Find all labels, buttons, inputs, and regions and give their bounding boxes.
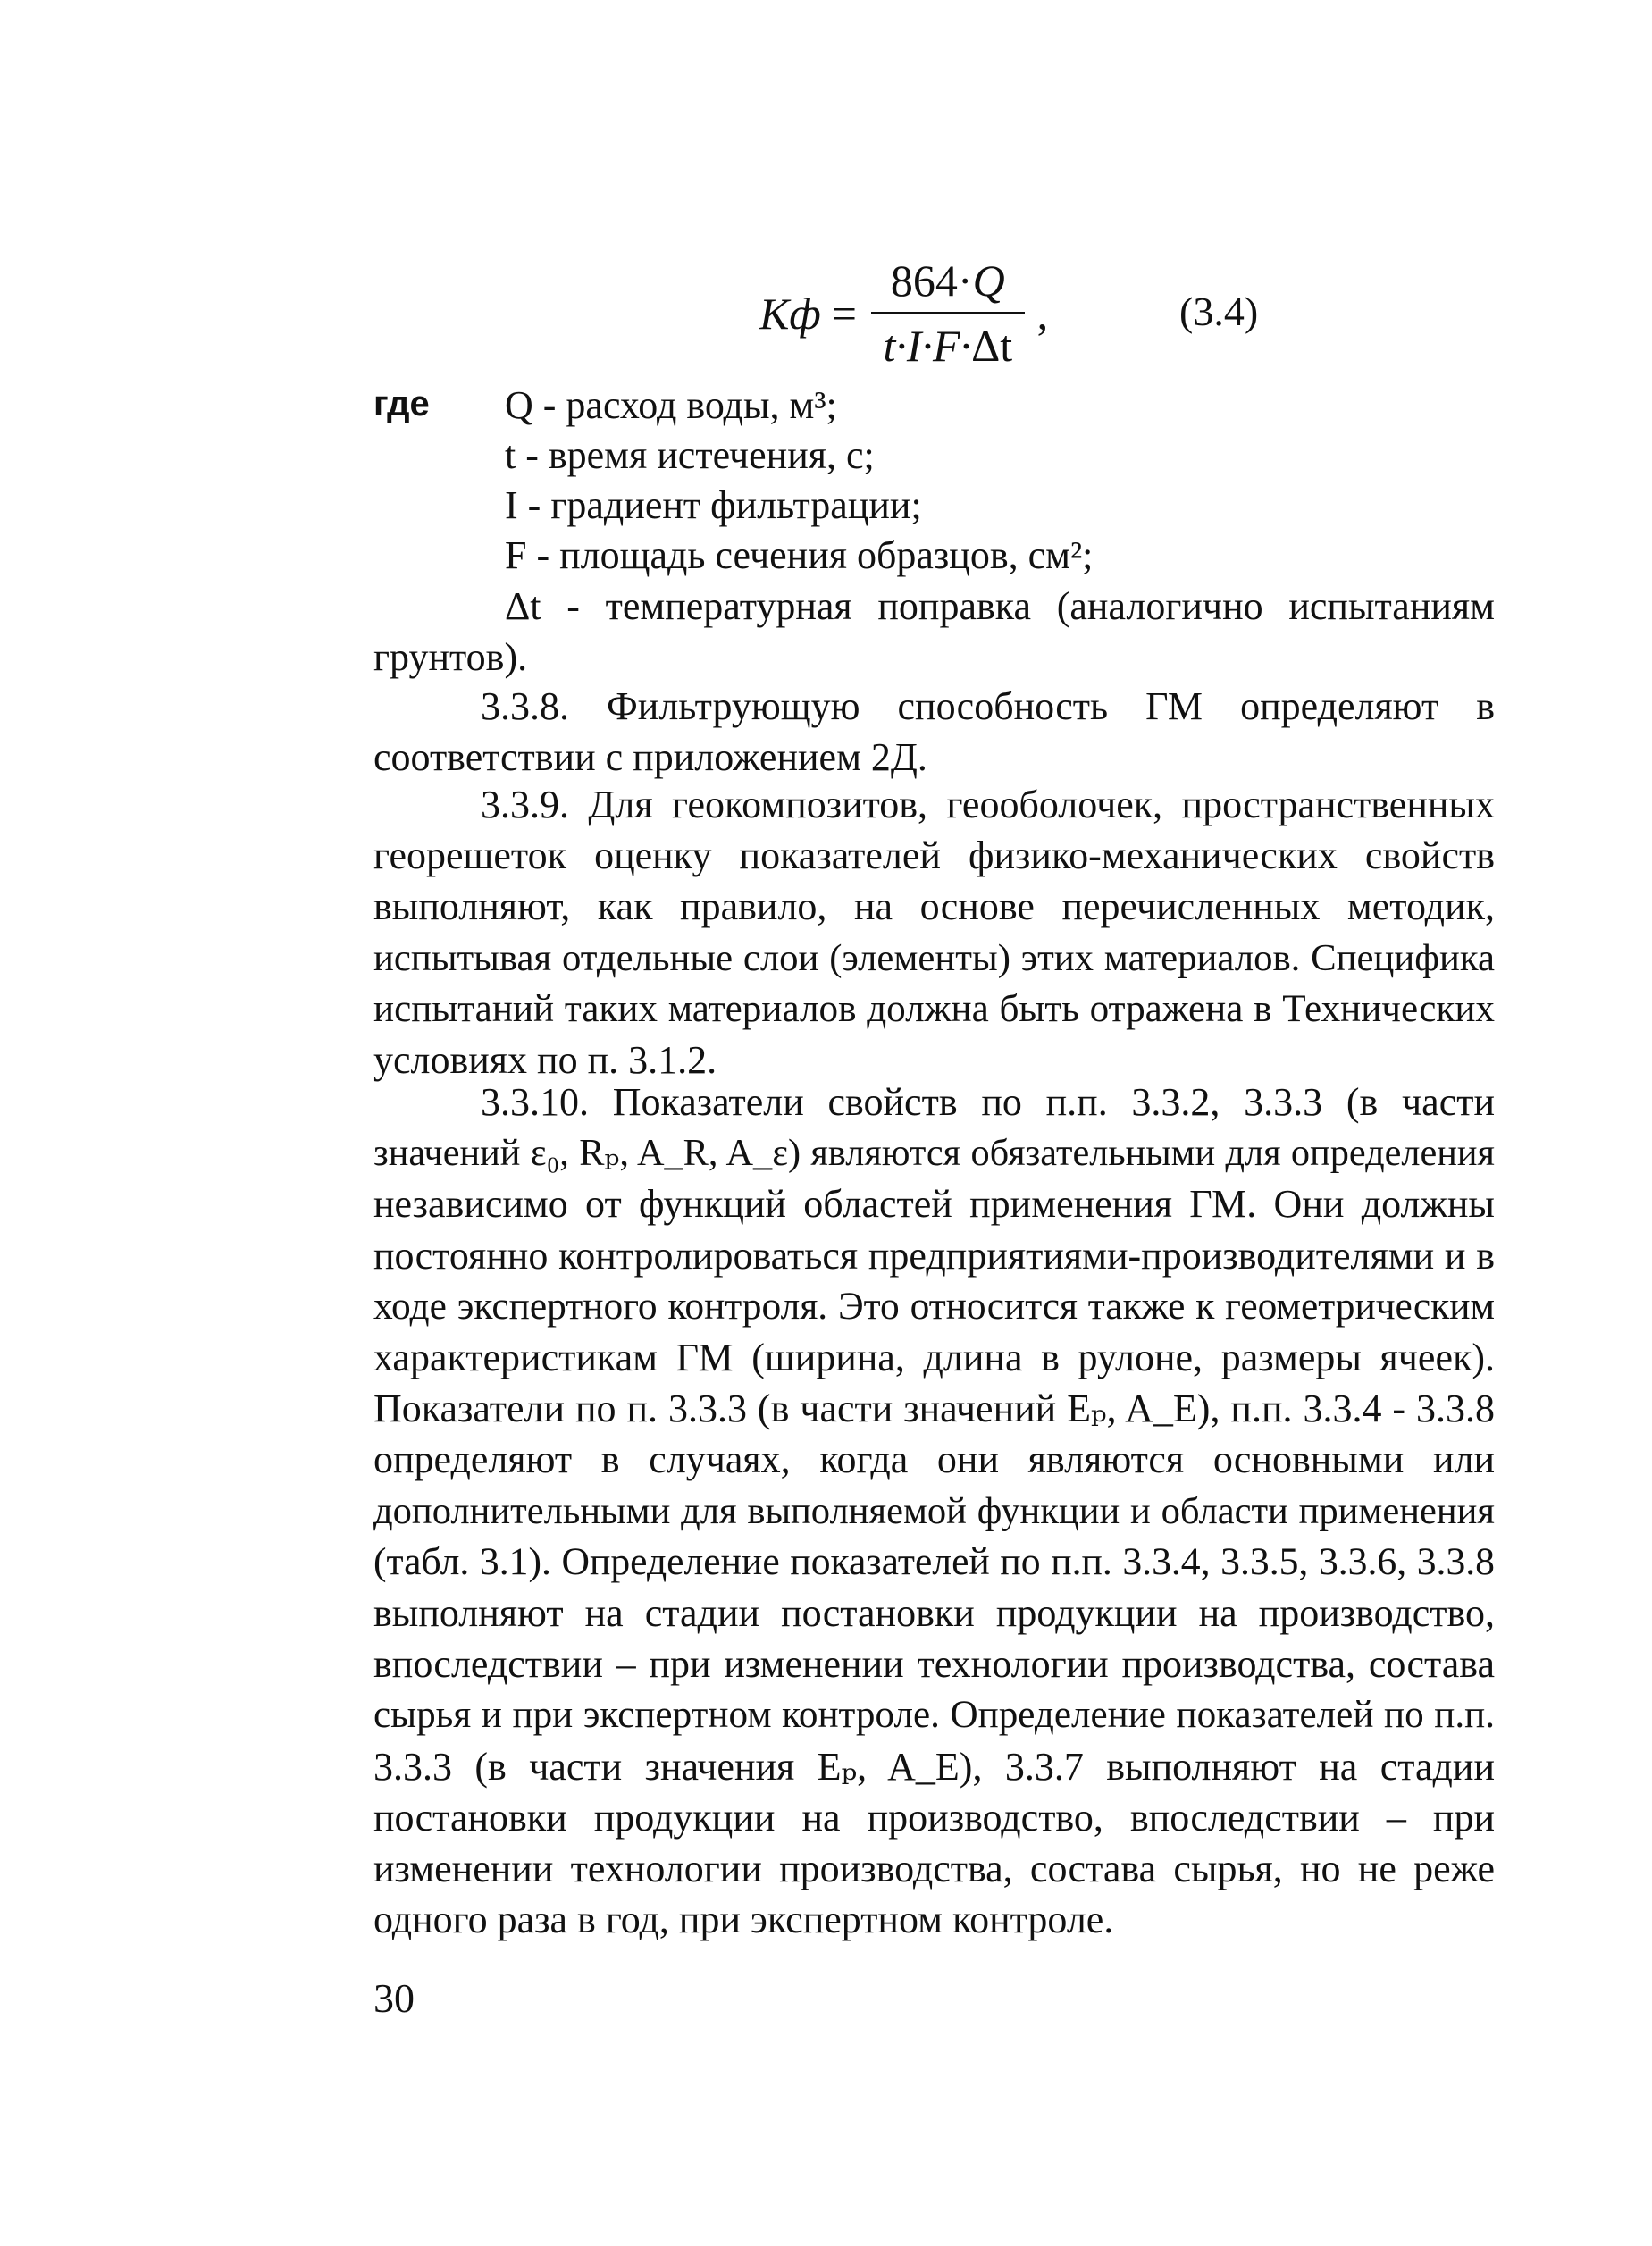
text-line: условиях по п. 3.1.2.	[373, 1038, 717, 1083]
text-line: сырья и при экспертном контроле. Определение показателей по п.п.	[373, 1694, 1495, 1737]
text-line: 3.3.3 (в части значения Eₚ, A_E), 3.3.7 выполняют на стадии	[373, 1744, 1495, 1789]
text-line: грунтов).	[373, 635, 528, 680]
numerator-var: Q	[972, 256, 1005, 306]
numerator-number: 864	[890, 256, 958, 306]
denominator-delta: Δt	[971, 321, 1013, 371]
text-line: выполняют на стадии постановки продукции на производство,	[373, 1591, 1495, 1636]
where-item-t: t - время истечения, с;	[505, 433, 875, 477]
text-line: георешеток оценку показателей физико-механических свойств	[373, 834, 1495, 878]
text-line: Δt - температурная поправка (аналогично испытаниям	[505, 584, 1495, 628]
paragraph-3-3-10	[373, 1077, 1495, 1945]
text-line: выполняют, как правило, на основе перечисленных методик,	[373, 884, 1495, 929]
formula-denominator	[883, 314, 1012, 372]
paragraph-3-3-9	[373, 779, 1495, 1085]
where-label: где	[373, 384, 430, 423]
text-line: испытаний таких материалов должна быть отражена в Технических	[373, 987, 1495, 1030]
formula-numerator	[871, 255, 1025, 314]
text-line: Показатели по п. 3.3.3 (в части значений Eₚ, A_E), п.п. 3.3.4 - 3.3.8	[373, 1387, 1495, 1431]
text-line: испытывая отдельные слои (элементы) этих материалов. Специфика	[373, 936, 1495, 979]
formula-equals: =	[831, 288, 857, 339]
formula-comma: ,	[1036, 288, 1049, 339]
text-line: одного раза в год, при экспертном контроле.	[373, 1898, 1114, 1942]
page-number: 30	[373, 1975, 415, 2021]
text-line: 3.3.10. Показатели свойств по п.п. 3.3.2, 3.3.3 (в части	[481, 1080, 1495, 1124]
text-line: изменении технологии производства, состава сырья, но не реже	[373, 1847, 1495, 1891]
text-line: 3.3.8. Фильтрующую способность ГМ определяют в	[481, 684, 1495, 728]
text-line: определяют в случаях, когда они являются основными или	[373, 1437, 1495, 1482]
formula-fraction	[871, 255, 1025, 372]
text-line: независимо от функций областей применения ГМ. Они должны	[373, 1182, 1495, 1227]
text-line: постановки продукции на производство, впоследствии – при	[373, 1795, 1495, 1840]
text-line: постоянно контролироваться предприятиями-производителями и в	[373, 1233, 1495, 1278]
where-item-q: Q - расход воды, м³;	[505, 383, 837, 427]
where-item-f: F - площадь сечения образцов, см²;	[505, 533, 1094, 577]
equation-number: (3.4)	[1179, 289, 1259, 334]
denominator-vars: t·I·F·	[883, 321, 972, 371]
paragraph-3-3-8	[373, 681, 1495, 783]
paragraph-dt	[373, 581, 1495, 683]
text-line: ходе экспертного контроля. Это относится также к геометрическим	[373, 1284, 1495, 1328]
where-item-i: I - градиент фильтрации;	[505, 483, 922, 527]
text-line: соответствии с приложением 2Д.	[373, 735, 927, 780]
text-line: 3.3.9. Для геокомпозитов, геооболочек, пространственных	[481, 783, 1495, 826]
text-line: значений ε₀, Rₚ, A_R, A_ε) являются обязательными для определения	[373, 1132, 1495, 1175]
text-line: дополнительными для выполняемой функции и области применения	[373, 1489, 1495, 1532]
text-line: характеристикам ГМ (ширина, длина в рулоне, размеры ячеек).	[373, 1336, 1495, 1380]
text-line: впоследствии – при изменении технологии производства, состава	[373, 1642, 1495, 1687]
formula-3-4	[759, 255, 1048, 372]
text-line: (табл. 3.1). Определение показателей по п.п. 3.3.4, 3.3.5, 3.3.6, 3.3.8	[373, 1539, 1495, 1583]
formula-lhs: Кф	[759, 288, 821, 339]
numerator-dot: ·	[957, 256, 973, 306]
